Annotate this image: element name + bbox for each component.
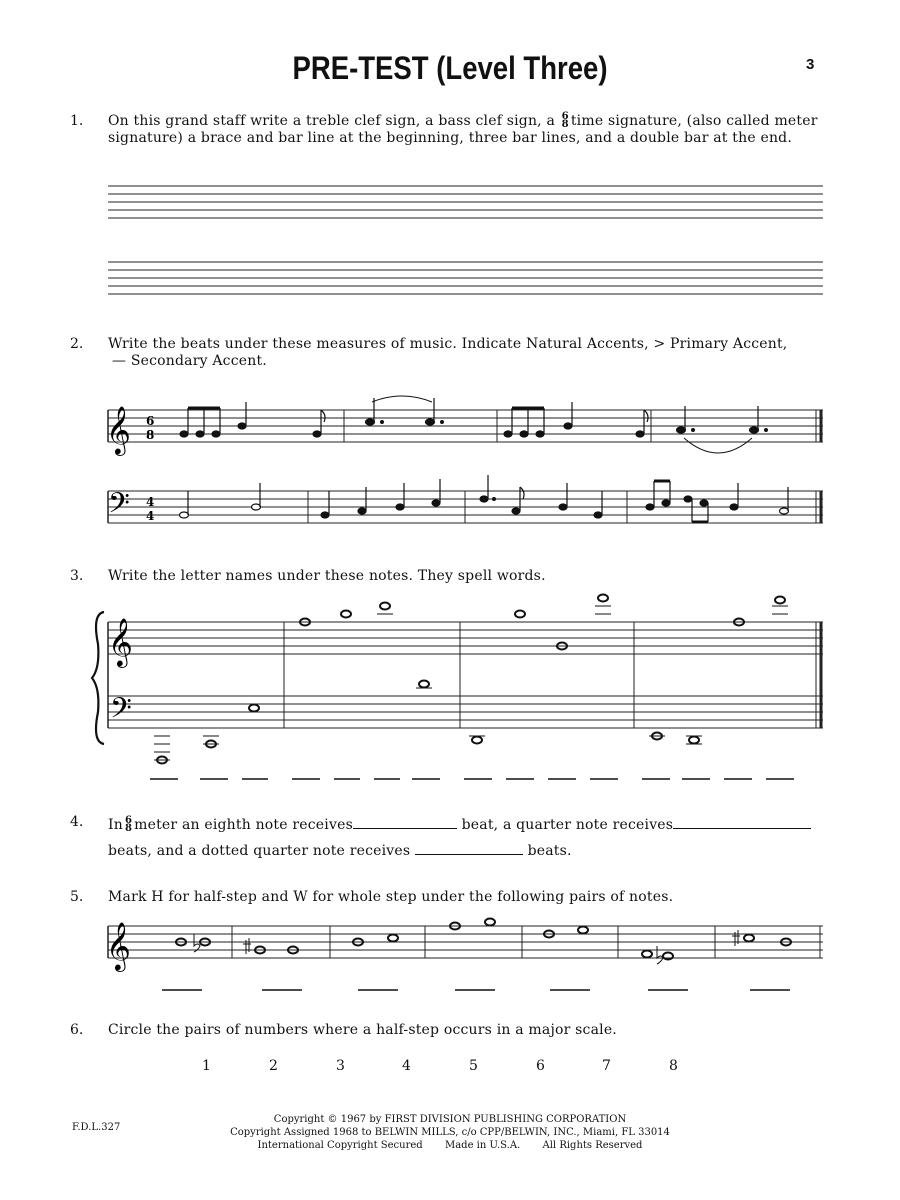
question-5-text: Mark H for half-step and W for whole step under the following pairs of notes. (108, 889, 674, 905)
question-4-text: In 6 8 meter an eighth note receives beat, a quarter note receives beats, and a dotted quarter note receives beats. (108, 812, 824, 864)
bass-clef-icon: 𝄢 (108, 487, 130, 527)
copyright-notice: Copyright © 1967 by FIRST DIVISION PUBLISHING CORPORATION Copyright Assigned 1968 to BELWIN MILLS, c/o CPP/BELWIN, INC., Miami, FL 33014 International Copyright Secured Made in U.S.A. All Rights Reserved (230, 1114, 670, 1151)
q3-grand-staff (92, 595, 823, 780)
scale-number[interactable]: 7 (602, 1058, 611, 1074)
page-title: PRE-TEST (Level Three) (292, 50, 608, 86)
treble-clef-icon: 𝄞 (108, 617, 133, 666)
q2-bass-staff (108, 475, 823, 527)
time-signature-top: 6 (146, 414, 155, 428)
time-signature-top: 4 (146, 495, 155, 509)
question-4-number: 4. (70, 814, 84, 830)
scale-number[interactable]: 2 (269, 1058, 278, 1074)
q5-note-pairs (176, 919, 791, 965)
question-6-number: 6. (70, 1022, 84, 1038)
treble-clef-icon: 𝄞 (106, 921, 131, 970)
page-number: 3 (806, 56, 815, 73)
catalog-code: F.D.L.327 (72, 1122, 121, 1133)
scale-number[interactable]: 3 (336, 1058, 345, 1074)
q5-treble-staff (106, 919, 823, 991)
q3-whole-notes (154, 595, 788, 764)
question-3-number: 3. (70, 568, 84, 584)
time-signature-bottom: 8 (146, 428, 155, 442)
scale-number[interactable]: 8 (669, 1058, 678, 1074)
scale-number[interactable]: 4 (402, 1058, 411, 1074)
q2-treble-notes (180, 396, 767, 453)
question-2-number: 2. (70, 336, 84, 352)
blank-grand-staff[interactable] (108, 186, 823, 294)
scale-number[interactable]: 6 (536, 1058, 545, 1074)
time-signature-6-8: 6 8 (124, 815, 133, 834)
question-5-number: 5. (70, 889, 84, 905)
scale-number[interactable]: 1 (202, 1058, 211, 1074)
treble-clef-icon: 𝄞 (106, 405, 131, 454)
question-3-text: Write the letter names under these notes. They spell words. (108, 568, 546, 584)
question-1-number: 1. (70, 113, 84, 129)
bass-clef-icon: 𝄢 (110, 692, 132, 732)
brace-icon (92, 612, 104, 744)
q2-treble-staff (106, 396, 823, 456)
time-signature-6-8: 6 8 (561, 111, 569, 130)
question-1-text: On this grand staff write a treble clef sign, a bass clef sign, a 6 8 time signature, (also called meter signature) a brace and bar line at the beginning, three bar lines, and a double bar at the end. (108, 111, 818, 146)
time-signature-bottom: 4 (146, 509, 155, 523)
scale-number[interactable]: 5 (469, 1058, 478, 1074)
question-6-text: Circle the pairs of numbers where a half-step occurs in a major scale. (108, 1022, 617, 1038)
question-2-text: Write the beats under these measures of music. Indicate Natural Accents, > Primary Accent, — Secondary Accent. (108, 336, 788, 369)
